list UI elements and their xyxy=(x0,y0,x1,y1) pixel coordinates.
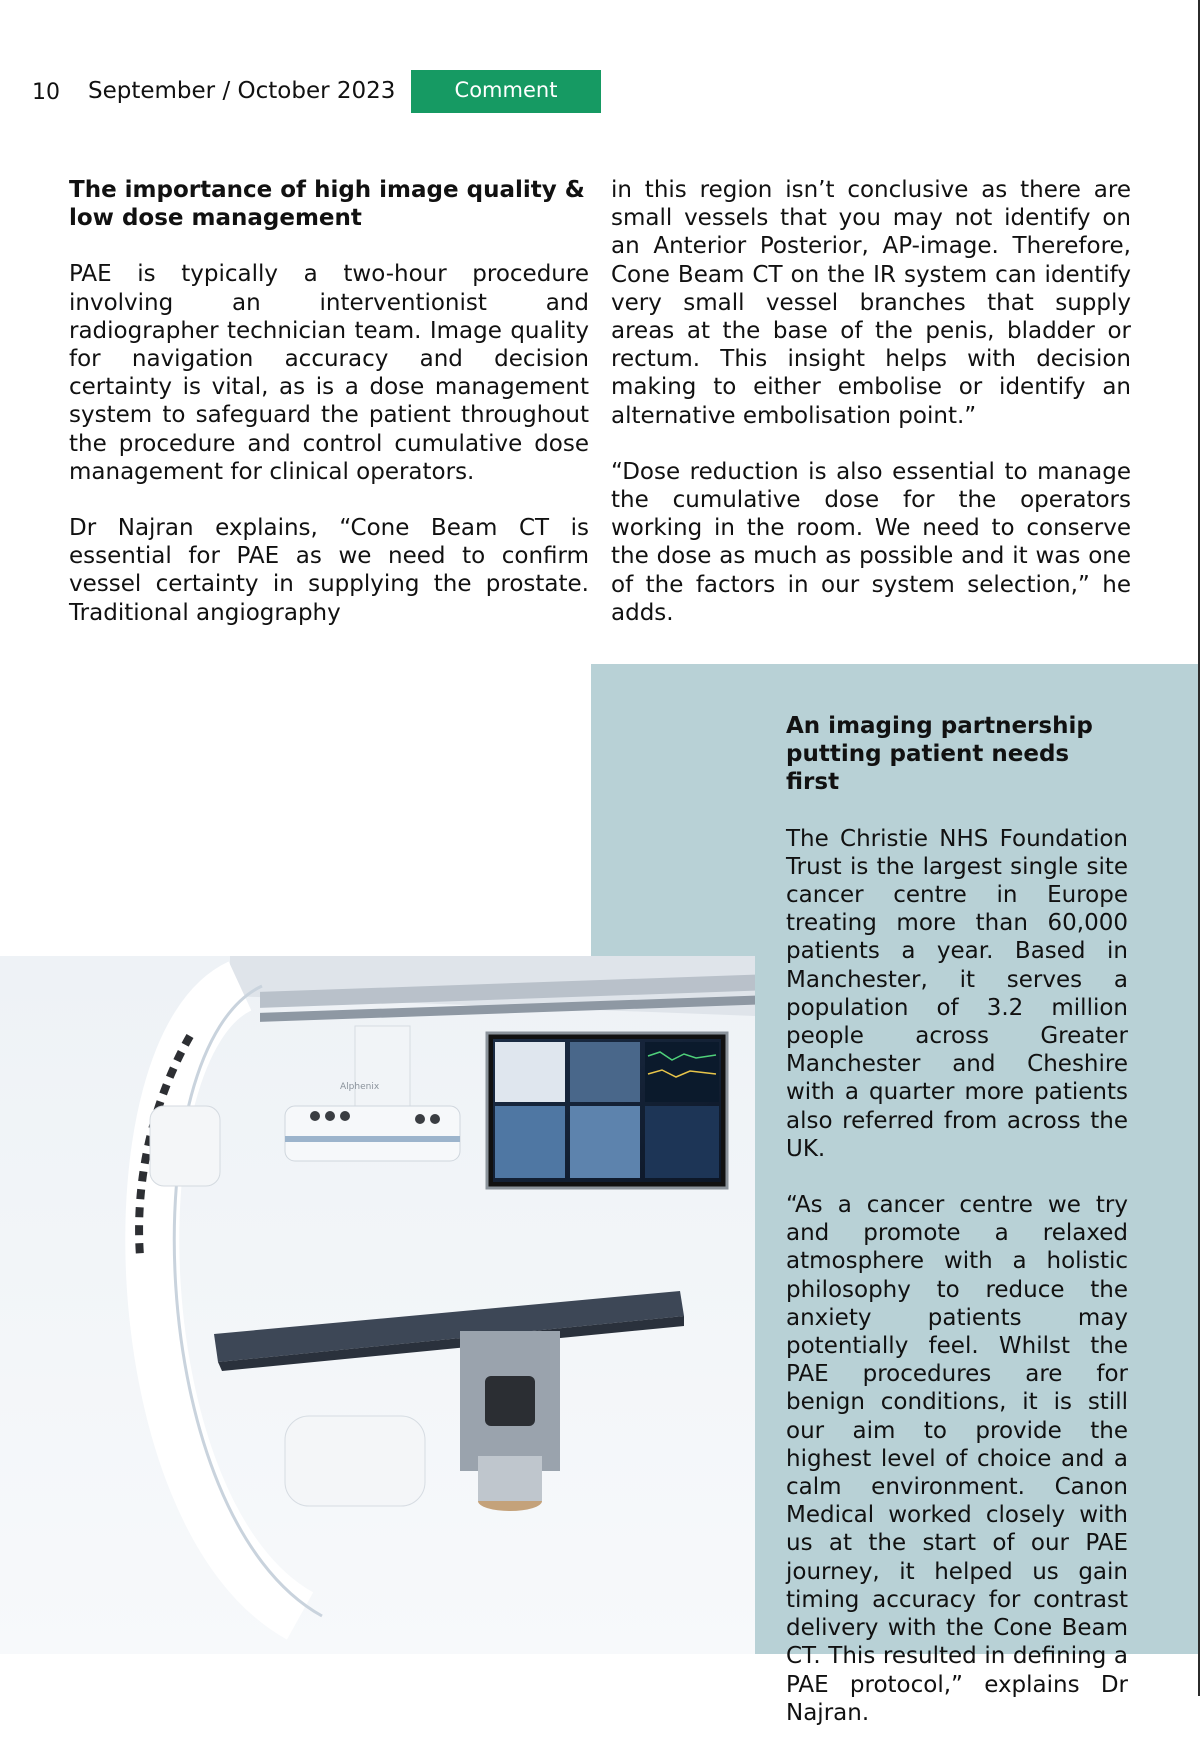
issue-date: September / October 2023 xyxy=(88,78,396,104)
article-paragraph-2-start: Dr Najran explains, “Cone Beam CT is essential for PAE as we need to confirm vessel certainty in supplying the prostate. Traditional angiography xyxy=(69,515,589,626)
brand-label: Alphenix xyxy=(340,1082,380,1092)
section-badge: Comment xyxy=(411,70,601,113)
angiography-system-photo xyxy=(0,956,755,1654)
sidebar-paragraph-2: “As a cancer centre we try and promote a relaxed atmosphere with a holistic philosophy to reduce the anxiety patients may potentially feel. Whilst the PAE procedures are for benign conditions, it is still our aim to provide the highest level of choice and a calm environment. Canon Medical worked closely with us at the start of our PAE journey, it helped us gain timing accuracy for contrast delivery with the Cone Beam CT. This resulted in defining a PAE protocol,” explains Dr Najran. xyxy=(786,1192,1128,1726)
article-paragraph-3: “Dose reduction is also essential to manage the cumulative dose for the operators working in the room. We need to conserve the dose as much as possible and it was one of the factors in our system selection,” he adds. xyxy=(611,458,1131,626)
page-number: 10 xyxy=(32,80,60,105)
article-column-2 xyxy=(611,176,1131,655)
article-paragraph-2-cont: in this region isn’t conclusive as there are small vessels that you may not identify on an Anterior Posterior, AP-image. Therefore, Cone Beam CT on the IR system can identify very small vessel branches that supply areas at the base of the penis, bladder or rectum. This insight helps with decision making to either embolise or identify an alternative embolisation point.” xyxy=(611,177,1131,429)
article-column-1 xyxy=(69,176,589,655)
sidebar-text xyxy=(786,712,1128,1755)
article-heading: The importance of high image quality & low dose management xyxy=(69,177,585,232)
detector-base xyxy=(285,1416,425,1506)
article-paragraph-1: PAE is typically a two-hour procedure involving an interventionist and radiographer technician team. Image quality for navigation accuracy and decision certainty is vital, as is a dose management system to safeguard the patient throughout the procedure and control cumulative dose management for clinical operators. xyxy=(69,261,589,485)
sidebar-heading: An imaging partnership putting patient needs first xyxy=(786,713,1093,796)
sidebar-paragraph-1: The Christie NHS Foundation Trust is the largest single site cancer centre in Europe treating more than 60,000 patients a year. Based in Manchester, it serves a population of 3.2 million people across Greater Manchester and Cheshire with a quarter more patients also referred from across the UK. xyxy=(786,825,1128,1162)
page-header xyxy=(0,70,700,114)
photo-illustration xyxy=(0,956,755,1654)
